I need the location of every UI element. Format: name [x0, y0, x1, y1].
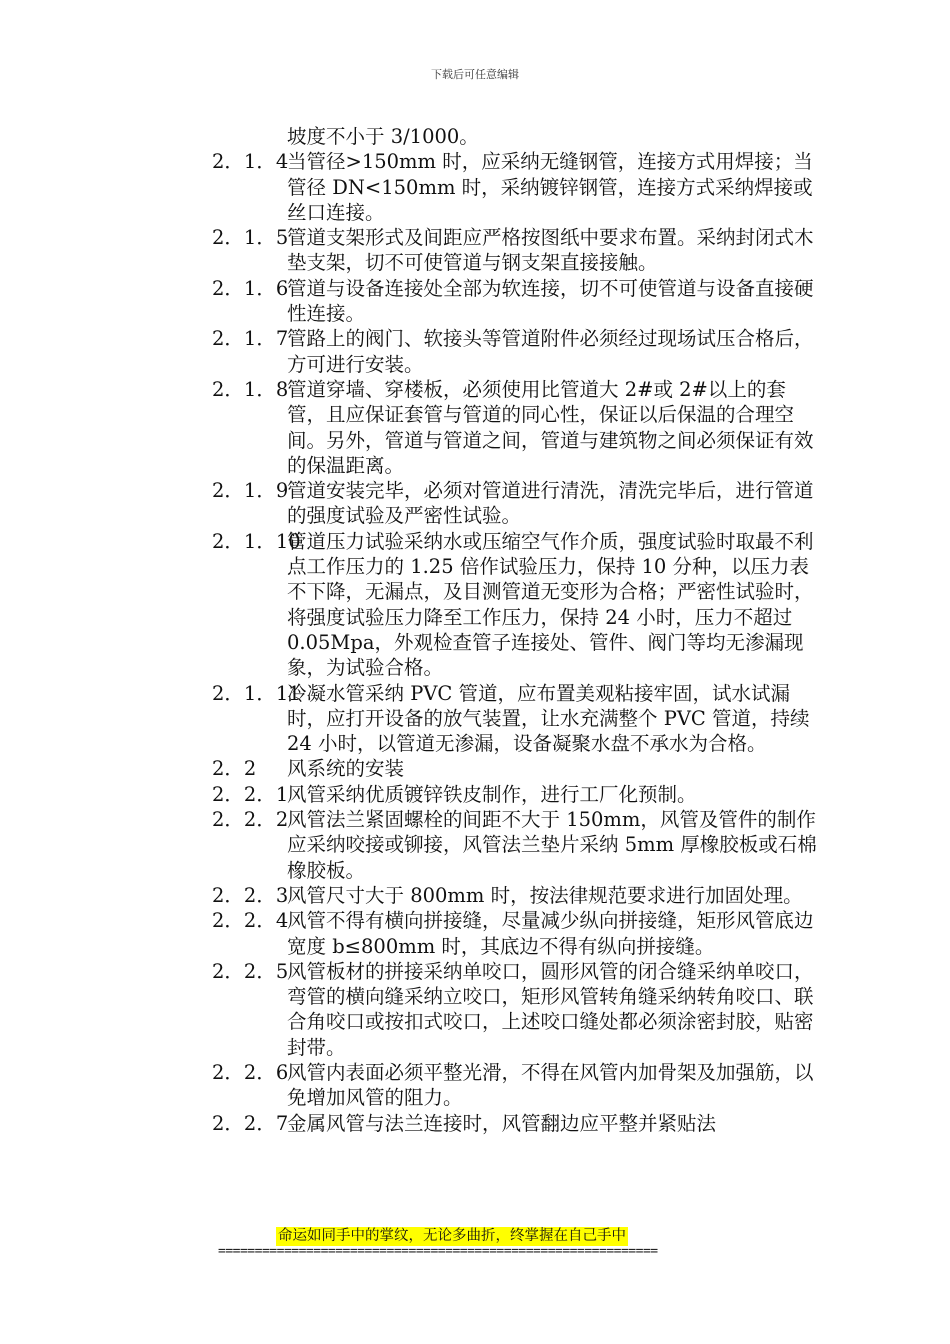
clause-number: 2．1．5	[212, 226, 289, 250]
page-header-note: 下载后可任意编辑	[431, 68, 519, 81]
clause-number: 2．2．4	[212, 909, 289, 933]
document-body	[212, 124, 822, 1136]
clause-number: 2．2．6	[212, 1060, 289, 1084]
clause-text: 管道压力试验采纳水或压缩空气作介质，强度试验时取最不利点工作压力的 1.25 倍作试验压力，保持 10 分种，以压力表不下降，无漏点，及目测管道无变形为合格；严密性试验时，将强度试验压力降至工作压力，保持 24 小时，压力不超过 0.05Mpa，外观检查管子连接处、管件、阀门等均无渗漏现象，为试验合格。	[287, 529, 814, 680]
clause-item	[212, 883, 822, 908]
footer-divider: ============================================================	[218, 1244, 658, 1259]
clause-text: 管道与设备连接处全部为软连接，切不可使管道与设备直接硬性连接。	[287, 276, 814, 326]
clause-item	[212, 908, 822, 959]
footer-motto: 命运如同手中的掌纹，无论多曲折，终掌握在自己手中	[278, 1228, 626, 1244]
clause-text: 管道穿墙、穿楼板，必须使用比管道大 2#或 2#以上的套管，且应保证套管与管道的同心性，保证以后保温的合理空间。另外，管道与管道之间，管道与建筑物之间必须保证有效的保温距离。	[287, 377, 814, 477]
clause-text: 风管内表面必须平整光滑，不得在风管内加骨架及加强筋，以免增加风管的阻力。	[287, 1060, 814, 1110]
clause-text: 风管法兰紧固螺栓的间距不大于 150mm，风管及管件的制作应采纳咬接或铆接，风管法兰垫片采纳 5mm 厚橡胶板或石棉橡胶板。	[287, 808, 817, 882]
clause-item	[212, 225, 822, 276]
clause-text: 风管不得有横向拼接缝，尽量减少纵向拼接缝，矩形风管底边宽度 b≤800mm 时，其底边不得有纵向拼接缝。	[287, 909, 814, 958]
clause-number: 2．2．2	[212, 808, 289, 832]
clause-number: 2．2．3	[212, 883, 289, 907]
clause-number: 2．2．7	[212, 1111, 289, 1135]
clause-item	[212, 807, 822, 883]
lead-line: 坡度不小于 3/1000。	[287, 125, 479, 148]
clause-item	[212, 681, 822, 757]
clause-text: 风管采纳优质镀锌铁皮制作，进行工厂化预制。	[287, 782, 697, 806]
clause-text: 风管板材的拼接采纳单咬口，圆形风管的闭合缝采纳单咬口，弯管的横向缝采纳立咬口，矩形风管转角缝采纳转角咬口、联合角咬口或按扣式咬口，上述咬口缝处都必须涂密封胶，贴密封带。	[287, 959, 814, 1059]
clause-number: 2．1．11	[212, 681, 301, 705]
clause-number: 2．1．9	[212, 479, 289, 503]
clause-item	[212, 377, 822, 478]
clause-item	[212, 959, 822, 1060]
clause-item	[212, 782, 822, 807]
clause-number: 2．2．1	[212, 782, 289, 806]
clause-text: 风管尺寸大于 800mm 时，按法律规范要求进行加固处理。	[287, 883, 803, 907]
clause-text: 金属风管与法兰连接时，风管翻边应平整并紧贴法	[287, 1111, 717, 1135]
clause-item	[212, 1111, 822, 1136]
clause-text: 冷凝水管采纳 PVC 管道，应布置美观粘接牢固，试水试漏时，应打开设备的放气装置，让水充满整个 PVC 管道，持续 24 小时，以管道无渗漏，设备凝聚水盘不承水为合格。	[287, 681, 810, 756]
clause-number: 2．2．5	[212, 959, 289, 983]
clause-number: 2．1．6	[212, 276, 289, 300]
clause-item	[212, 478, 822, 529]
clause-number: 2．1．8	[212, 377, 289, 401]
clause-number: 2．1．7	[212, 327, 289, 351]
clause-item	[212, 326, 822, 377]
clause-text: 管道支架形式及间距应严格按图纸中要求布置。采纳封闭式木垫支架，切不可使管道与钢支架直接接触。	[287, 226, 814, 275]
clause-text: 管道安装完毕，必须对管道进行清洗，清洗完毕后，进行管道的强度试验及严密性试验。	[287, 479, 814, 528]
clause-number: 2．1．4	[212, 150, 289, 174]
clause-item	[212, 756, 822, 781]
clause-number: 2．2	[212, 757, 257, 781]
clause-text: 当管径>150mm 时，应采纳无缝钢管，连接方式用焊接；当管径 DN<150mm 时，采纳镀锌钢管，连接方式采纳焊接或丝口连接。	[287, 150, 813, 224]
clause-item	[212, 149, 822, 225]
clause-item	[212, 1060, 822, 1111]
clause-number: 2．1．10	[212, 529, 301, 553]
clause-item	[212, 529, 822, 681]
clause-text: 风系统的安装	[287, 757, 405, 781]
clause-text: 管路上的阀门、软接头等管道附件必须经过现场试压合格后，方可进行安装。	[287, 327, 814, 376]
clause-item	[212, 276, 822, 327]
clause-list	[212, 149, 822, 1136]
